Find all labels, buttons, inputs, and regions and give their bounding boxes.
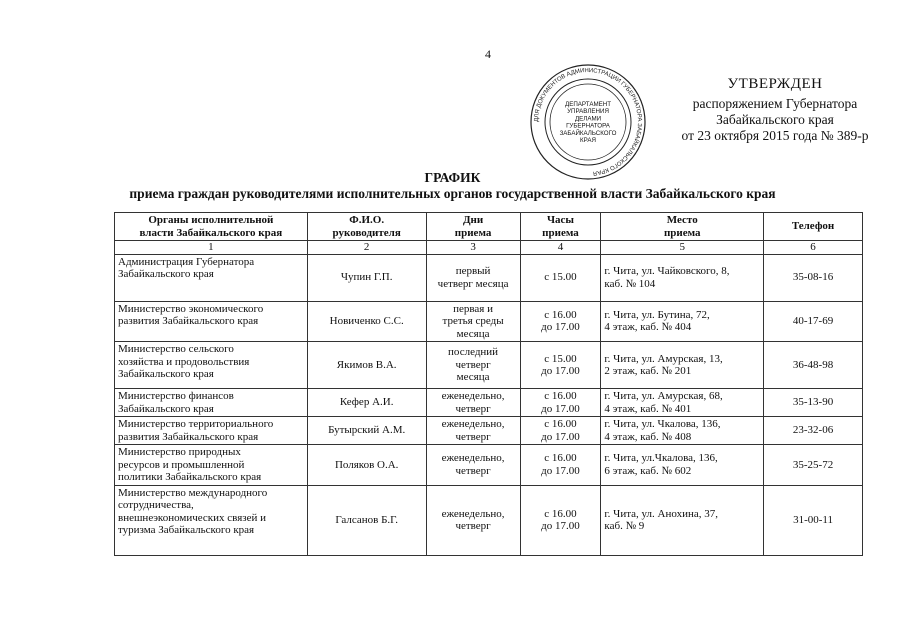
- head-name-cell: Поляков О.А.: [307, 445, 426, 486]
- column-number: 3: [426, 241, 520, 255]
- header-days: Дни приема: [426, 213, 520, 241]
- approval-line-2: Забайкальского края: [716, 112, 834, 127]
- org-cell: Министерство природных ресурсов и промышленной политики Забайкальского края: [115, 445, 308, 486]
- header-hours: Часы приема: [520, 213, 601, 241]
- phone-cell: 35-08-16: [764, 254, 863, 301]
- phone-cell: 35-13-90: [764, 389, 863, 417]
- org-cell: Администрация Губернатора Забайкальского края: [115, 254, 308, 301]
- table-row: [115, 485, 863, 555]
- title-main: ГРАФИК: [424, 170, 481, 185]
- title-subtitle: приема граждан руководителями исполнительных органов государственной власти Забайкальского края: [129, 186, 776, 201]
- reception-place-cell: г. Чита, ул.Чкалова, 136, 6 этаж, каб. № 602: [601, 445, 764, 486]
- reception-days-cell: последний четверг месяца: [426, 342, 520, 389]
- reception-schedule-table: [114, 212, 863, 556]
- head-name-cell: Бутырский А.М.: [307, 417, 426, 445]
- reception-place-cell: г. Чита, ул. Чайковского, 8, каб. № 104: [601, 254, 764, 301]
- stamp-ring-text: ДЛЯ ДОКУМЕНТОВ АДМИНИСТРАЦИИ ГУБЕРНАТОРА ЗАБАЙКАЛЬСКОГО КРАЯ: [533, 67, 643, 176]
- approval-line-3: от 23 октября 2015 года № 389-р: [681, 128, 869, 143]
- header-place: Место приема: [601, 213, 764, 241]
- reception-days-cell: еженедельно, четверг: [426, 485, 520, 555]
- reception-place-cell: г. Чита, ул. Амурская, 68, 4 этаж, каб. № 401: [601, 389, 764, 417]
- reception-place-cell: г. Чита, ул. Бутина, 72, 4 этаж, каб. № 404: [601, 301, 764, 342]
- stamp-center-line: ДЕЛАМИ: [574, 115, 602, 123]
- document-title: [0, 170, 905, 202]
- column-number: 2: [307, 241, 426, 255]
- official-stamp: [528, 62, 648, 182]
- stamp-center-line: ГУБЕРНАТОРА: [566, 122, 610, 130]
- org-cell: Министерство международного сотрудничества, внешнеэкономических связей и туризма Забайкальского края: [115, 485, 308, 555]
- head-name-cell: Якимов В.А.: [307, 342, 426, 389]
- reception-hours-cell: с 16.00 до 17.00: [520, 389, 601, 417]
- reception-days-cell: первая и третья среды месяца: [426, 301, 520, 342]
- reception-days-cell: еженедельно, четверг: [426, 389, 520, 417]
- org-cell: Министерство экономического развития Забайкальского края: [115, 301, 308, 342]
- column-number: 4: [520, 241, 601, 255]
- reception-hours-cell: с 15.00: [520, 254, 601, 301]
- reception-hours-cell: с 16.00 до 17.00: [520, 485, 601, 555]
- phone-cell: 31-00-11: [764, 485, 863, 555]
- approval-line-1: распоряжением Губернатора: [692, 96, 858, 111]
- stamp-center-line: ЗАБАЙКАЛЬСКОГО: [559, 129, 617, 137]
- reception-place-cell: г. Чита, ул. Анохина, 37, каб. № 9: [601, 485, 764, 555]
- head-name-cell: Новиченко С.С.: [307, 301, 426, 342]
- reception-days-cell: еженедельно, четверг: [426, 445, 520, 486]
- table-row: [115, 417, 863, 445]
- reception-days-cell: первый четверг месяца: [426, 254, 520, 301]
- phone-cell: 35-25-72: [764, 445, 863, 486]
- column-number: 6: [764, 241, 863, 255]
- column-number: 5: [601, 241, 764, 255]
- table-row: [115, 342, 863, 389]
- table-column-numbers: [115, 241, 863, 255]
- phone-cell: 36-48-98: [764, 342, 863, 389]
- phone-cell: 40-17-69: [764, 301, 863, 342]
- head-name-cell: Кефер А.И.: [307, 389, 426, 417]
- reception-hours-cell: с 15.00 до 17.00: [520, 342, 601, 389]
- phone-cell: 23-32-06: [764, 417, 863, 445]
- head-name-cell: Чупин Г.П.: [307, 254, 426, 301]
- reception-hours-cell: с 16.00 до 17.00: [520, 417, 601, 445]
- stamp-center-line: ДЕПАРТАМЕНТ: [565, 101, 611, 108]
- table-row: [115, 254, 863, 301]
- table-row: [115, 389, 863, 417]
- head-name-cell: Галсанов Б.Г.: [307, 485, 426, 555]
- table-row: [115, 301, 863, 342]
- reception-place-cell: г. Чита, ул. Амурская, 13, 2 этаж, каб. № 201: [601, 342, 764, 389]
- header-name: Ф.И.О. руководителя: [307, 213, 426, 241]
- header-organ: Органы исполнительной власти Забайкальского края: [115, 213, 308, 241]
- reception-hours-cell: с 16.00 до 17.00: [520, 445, 601, 486]
- column-number: 1: [115, 241, 308, 255]
- org-cell: Министерство сельского хозяйства и продовольствия Забайкальского края: [115, 342, 308, 389]
- stamp-center-line: УПРАВЛЕНИЯ: [567, 108, 609, 116]
- reception-place-cell: г. Чита, ул. Чкалова, 136, 4 этаж, каб. № 408: [601, 417, 764, 445]
- stamp-center-line: КРАЯ: [580, 137, 596, 144]
- table-row: [115, 445, 863, 486]
- org-cell: Министерство территориального развития Забайкальского края: [115, 417, 308, 445]
- reception-hours-cell: с 16.00 до 17.00: [520, 301, 601, 342]
- table-header-row: [115, 213, 863, 241]
- approval-block: [650, 76, 900, 144]
- reception-days-cell: еженедельно, четверг: [426, 417, 520, 445]
- page-number: 4: [485, 47, 491, 61]
- approval-heading: УТВЕРЖДЕН: [727, 76, 823, 92]
- header-phone: Телефон: [764, 213, 863, 241]
- org-cell: Министерство финансов Забайкальского края: [115, 389, 308, 417]
